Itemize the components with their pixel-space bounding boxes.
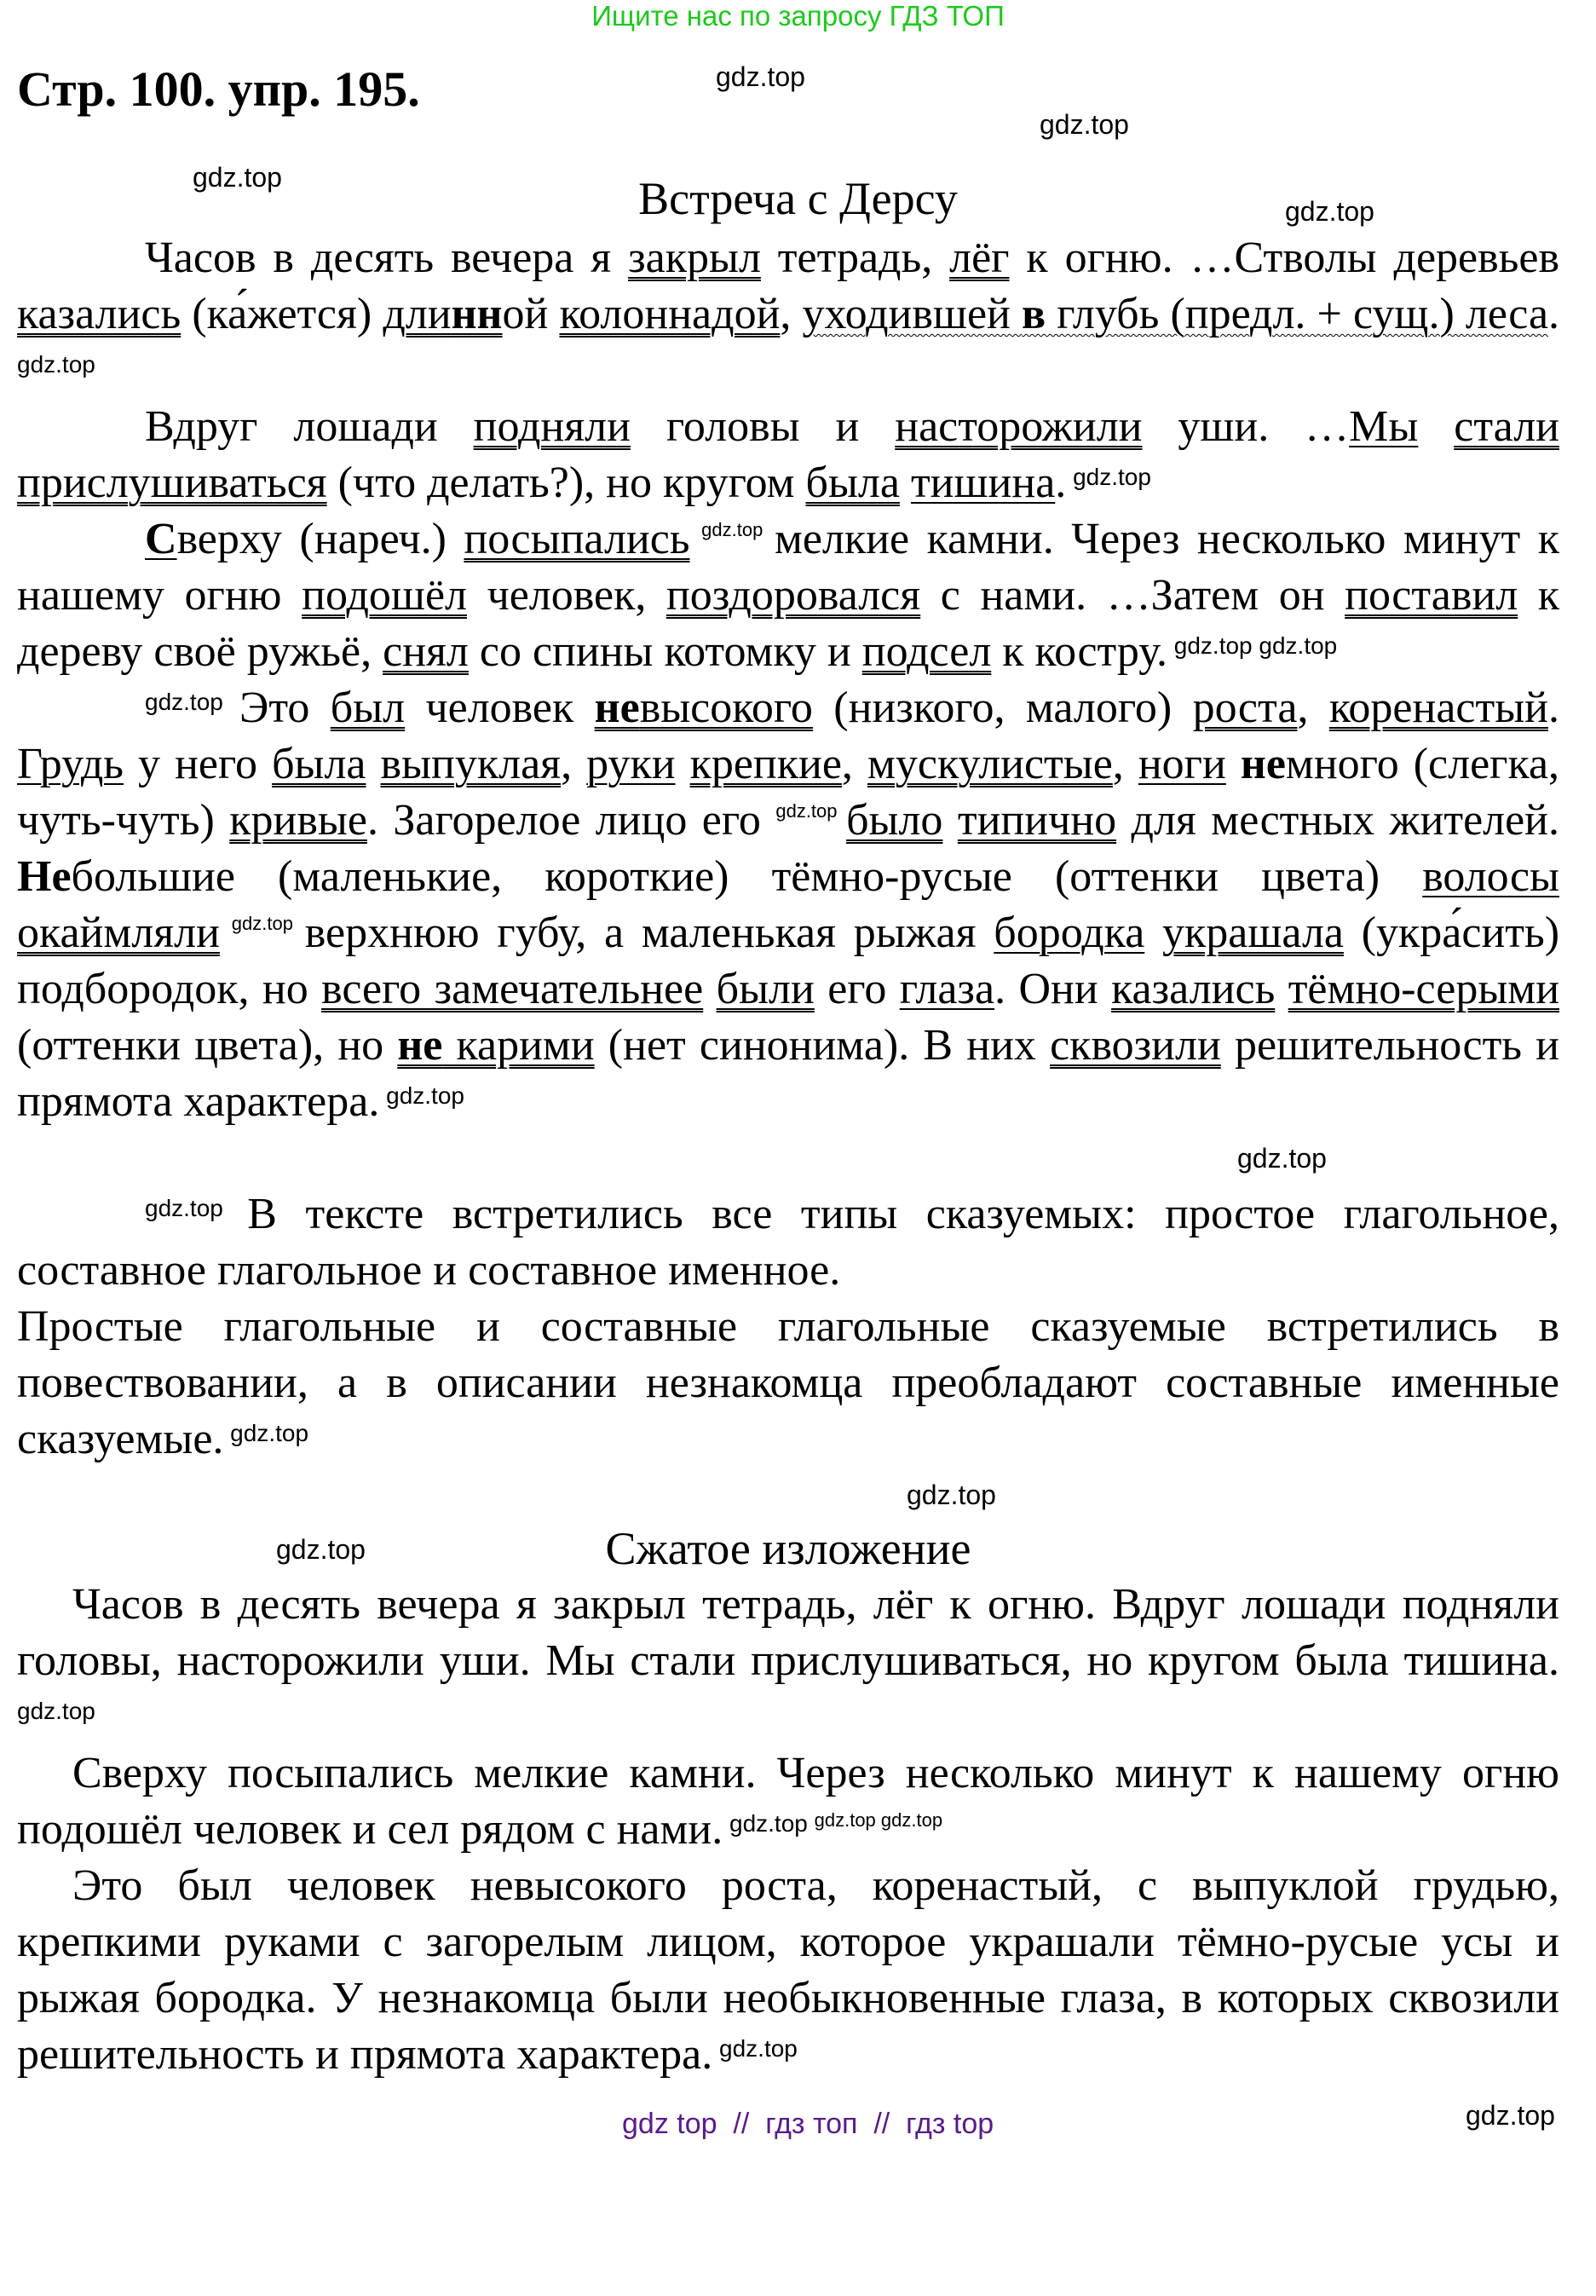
watermark: gdz.top bbox=[1285, 196, 1374, 227]
text-segment bbox=[703, 965, 716, 1013]
search-banner[interactable]: Ищите нас по запросу ГДЗ ТОП bbox=[591, 0, 1005, 32]
text-segment: Часов в десять вечера я bbox=[145, 234, 629, 282]
text-segment: , bbox=[1297, 684, 1329, 732]
text-segment bbox=[366, 740, 381, 788]
text-segment: (низкого, малого) bbox=[812, 684, 1193, 732]
text-segment: большие (маленькие, короткие) тёмно-русые (оттенки цвета) bbox=[71, 852, 1423, 901]
subject-text: глаза bbox=[899, 965, 995, 1013]
text-segment: верхнюю губу, а маленькая рыжая bbox=[304, 909, 994, 957]
text-segment: ой bbox=[502, 290, 549, 338]
predicate-text: поставил bbox=[1345, 571, 1518, 620]
predicate-text: прислушиваться bbox=[17, 459, 327, 507]
predicate-text: карими bbox=[442, 1021, 595, 1070]
watermark: gdz.top bbox=[193, 162, 282, 193]
text-segment bbox=[1275, 965, 1288, 1013]
predicate-text: казались bbox=[17, 290, 181, 338]
text-segment: много (слегка, чуть-чуть) bbox=[17, 740, 1560, 845]
text-segment: , bbox=[561, 740, 587, 788]
text-segment: . Они bbox=[994, 965, 1112, 1013]
text-segment: (нет синонима). В них bbox=[594, 1021, 1051, 1070]
predicate-text: не bbox=[397, 1021, 443, 1070]
predicate-text: сквозили bbox=[1050, 1021, 1221, 1070]
predicate-text: стали bbox=[1454, 402, 1559, 451]
predicate-text: дли bbox=[383, 290, 452, 338]
text-segment: Это bbox=[239, 684, 331, 732]
predicate-text: выпуклая bbox=[380, 740, 562, 788]
text-segment: . bbox=[1055, 459, 1067, 507]
watermark: gdz.top bbox=[1040, 109, 1129, 140]
watermark: gdz.top bbox=[223, 1420, 309, 1446]
text-segment: мелкие камни. Через несколько минут к нашему огню bbox=[17, 515, 1560, 620]
predicate-text: снял bbox=[383, 627, 469, 676]
watermark: gdz.top bbox=[219, 913, 305, 934]
predicate-text: кривые bbox=[229, 796, 367, 845]
predicate-text: были bbox=[716, 965, 815, 1013]
paragraph bbox=[17, 511, 1559, 680]
text-segment: головы и bbox=[630, 402, 896, 451]
text-segment: В тексте встретились все типы сказуемых: простое глагольное, составное глагольное и составное именное. bbox=[17, 1190, 1559, 1295]
text-segment: . Загорелое лицо его bbox=[366, 796, 776, 845]
text-segment: Сверху посыпались мелкие камни. Через несколько минут к нашему огню подошёл человек и сел рядом с нами. bbox=[17, 1749, 1559, 1854]
text-segment: . bbox=[1548, 290, 1560, 338]
subject-text: руки bbox=[586, 740, 676, 788]
text-segment: к огню. …Стволы деревьев bbox=[1009, 234, 1560, 282]
watermark: gdz.top bbox=[689, 519, 775, 540]
predicate-text: всего замечательнее bbox=[321, 965, 704, 1013]
predicate-text: лёг bbox=[949, 234, 1010, 282]
footer-links[interactable]: gdz top // гдз топ // гдз top bbox=[622, 2108, 994, 2140]
summary-title-row bbox=[17, 1520, 1559, 1577]
text-segment: для местных жителей. bbox=[1116, 796, 1560, 845]
paragraph bbox=[17, 1858, 1559, 2083]
adverbial-text: в bbox=[1022, 290, 1046, 338]
watermark: gdz.top bbox=[716, 61, 805, 92]
predicate-text: украшала bbox=[1162, 909, 1344, 957]
predicate-text: не bbox=[594, 684, 640, 732]
text-segment: , bbox=[780, 290, 803, 338]
adverbial-text: глубь (предл. + сущ.) леса bbox=[1046, 290, 1549, 338]
text-segment: верху (нареч.) bbox=[176, 515, 464, 563]
predicate-text: подняли bbox=[473, 402, 631, 451]
predicate-text: роста bbox=[1192, 684, 1298, 732]
footer bbox=[17, 2100, 1559, 2151]
text-segment bbox=[942, 796, 957, 845]
text-segment: (укра́сить) подбородок, но bbox=[17, 909, 1560, 1013]
subject-text: Грудь bbox=[17, 740, 124, 788]
watermark: gdz.top bbox=[379, 1082, 464, 1109]
subject-text: ноги bbox=[1138, 740, 1226, 788]
summary-title: Сжатое изложение bbox=[605, 1523, 971, 1574]
watermark: gdz.top bbox=[907, 1480, 996, 1510]
text-segment: (оттенки цвета), но bbox=[17, 1021, 398, 1070]
predicate-text: была bbox=[805, 459, 900, 507]
predicate-text: мускулистые bbox=[867, 740, 1113, 788]
predicate-text: насторожили bbox=[895, 402, 1143, 451]
adverbial-text: уходившей bbox=[802, 290, 1022, 338]
subject-text: волосы bbox=[1422, 852, 1559, 901]
text-segment: у него bbox=[124, 740, 273, 788]
predicate-text: казались bbox=[1111, 965, 1276, 1013]
text-segment bbox=[676, 740, 690, 788]
paragraph bbox=[17, 1577, 1559, 1745]
text-segment: его bbox=[814, 965, 900, 1013]
text-segment: Это был человек невысокого роста, коренастый, с выпуклой грудью, крепкими руками с загорелым лицом, которое украшали тёмно-русые усы и рыжая бородка. У незнакомца были необыкновенные глаза, в которых сквозили решительность и прямота характера. bbox=[17, 1861, 1559, 2079]
text-segment: . bbox=[1548, 684, 1559, 732]
page-title: Стр. 100. упр. 195. bbox=[17, 61, 420, 117]
text-segment: , bbox=[1112, 740, 1138, 788]
paragraph bbox=[17, 1745, 1559, 1858]
text-segment bbox=[1144, 909, 1162, 957]
watermark: gdz.top bbox=[723, 1810, 815, 1837]
predicate-text: закрыл bbox=[628, 234, 761, 282]
text-segment: к костру. bbox=[991, 627, 1167, 676]
main-content bbox=[17, 230, 1559, 2151]
text-segment: решительность и прямота характера. bbox=[17, 1021, 1559, 1126]
text-segment: со спины котомку и bbox=[468, 627, 862, 676]
predicate-text: тёмно-серыми bbox=[1288, 965, 1560, 1013]
predicate-text: типично bbox=[957, 796, 1117, 845]
predicate-text: поздоровался bbox=[665, 571, 921, 620]
text-segment: тетрадь, bbox=[760, 234, 950, 282]
watermark: gdz.top bbox=[145, 1195, 248, 1221]
watermark: gdz.top bbox=[1167, 632, 1259, 659]
predicate-text: окаймляли bbox=[17, 909, 220, 957]
subject-text: тишина bbox=[910, 459, 1056, 507]
watermark: gdz.top bbox=[712, 2035, 798, 2062]
predicate-text: высокого bbox=[639, 684, 813, 732]
section-gap bbox=[17, 1130, 1559, 1186]
predicate-text: было bbox=[846, 796, 943, 845]
watermark: gdz.top bbox=[17, 351, 95, 378]
text-title: Встреча с Дерсу bbox=[638, 173, 958, 224]
text-segment: (ка́жется) bbox=[181, 290, 383, 338]
text-segment bbox=[548, 290, 559, 338]
watermark: gdz.top bbox=[145, 689, 240, 715]
section-gap bbox=[17, 1468, 1559, 1520]
text-segment: Вдруг лошади bbox=[145, 402, 474, 451]
predicate-text: был bbox=[330, 684, 406, 732]
predicate-text: коренастый bbox=[1328, 684, 1548, 732]
paragraph bbox=[17, 399, 1559, 511]
subject-text: Мы bbox=[1349, 402, 1419, 451]
watermark: gdz.top bbox=[1259, 632, 1338, 659]
text-segment: человек bbox=[405, 684, 595, 732]
text-segment: человек, bbox=[466, 571, 666, 620]
predicate-text: крепкие bbox=[689, 740, 842, 788]
paragraph bbox=[17, 1186, 1559, 1299]
watermark: gdz.top bbox=[1066, 464, 1151, 490]
text-segment: , bbox=[841, 740, 867, 788]
text-segment: Часов в десять вечера я закрыл тетрадь, лёг к огню. Вдруг лошади подняли головы, насторожили уши. Мы стали прислушиваться, но кругом была тишина. bbox=[17, 1580, 1559, 1685]
text-segment: не bbox=[1240, 740, 1286, 788]
text-segment: Не bbox=[17, 852, 72, 901]
predicate-text: была bbox=[272, 740, 366, 788]
predicate-text: подсел bbox=[861, 627, 992, 676]
watermark: gdz.top bbox=[775, 800, 847, 822]
watermark: gdz.top bbox=[276, 1534, 366, 1565]
text-segment: к дереву своё ружьё, bbox=[17, 571, 1560, 676]
text-segment: (что делать?), но кругом bbox=[326, 459, 806, 507]
text-segment bbox=[1418, 402, 1454, 451]
paragraph bbox=[17, 1299, 1559, 1468]
text-segment: Простые глагольные и составные глагольные сказуемые встретились в повествовании, а в описании незнакомца преобладают составные именные сказуемые. bbox=[17, 1302, 1559, 1463]
watermark: gdz.top bbox=[17, 1698, 95, 1724]
text-segment bbox=[1226, 740, 1241, 788]
subject-text: С bbox=[145, 515, 177, 563]
watermark: gdz.top bbox=[880, 1809, 943, 1831]
predicate-text: колоннадой bbox=[559, 290, 781, 338]
text-segment: уши. … bbox=[1142, 402, 1350, 451]
text-segment: с нами. …Затем он bbox=[920, 571, 1345, 620]
watermark: gdz.top bbox=[1466, 2100, 1555, 2131]
predicate-text: подошёл bbox=[302, 571, 467, 620]
watermark: gdz.top bbox=[1237, 1143, 1327, 1174]
paragraph bbox=[17, 230, 1559, 399]
predicate-text: посыпались bbox=[464, 515, 690, 563]
watermark: gdz.top bbox=[814, 1809, 881, 1831]
text-segment bbox=[900, 459, 911, 507]
paragraph bbox=[17, 680, 1559, 1130]
subject-text: бородка bbox=[994, 909, 1145, 957]
predicate-text: нн bbox=[451, 290, 503, 338]
